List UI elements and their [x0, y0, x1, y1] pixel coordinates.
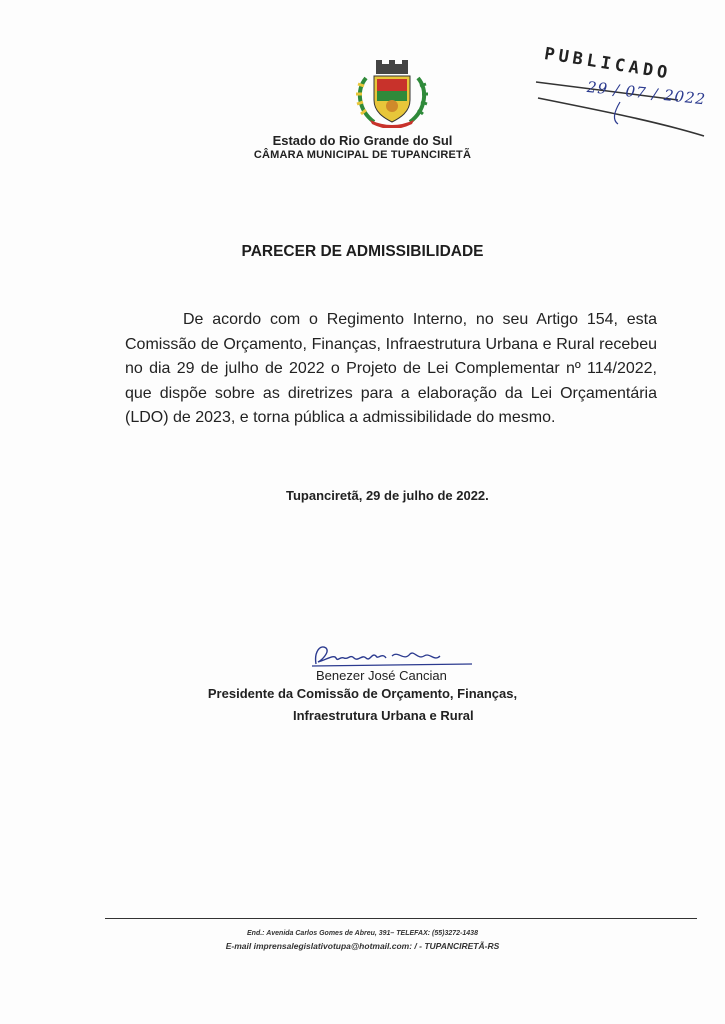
- footer-email: E-mail imprensalegislativotupa@hotmail.com: / - TUPANCIRETÃ-RS: [225, 941, 500, 951]
- header-organization: CÂMARA MUNICIPAL DE TUPANCIRETÃ: [253, 149, 472, 161]
- signer-name: Benezer José Cancian: [316, 668, 447, 683]
- document-body: De acordo com o Regimento Interno, no seu Artigo 154, esta Comissão de Orçamento, Finanças, Infraestrutura Urbana e Rural recebeu no dia 29 de julho de 2022 o Projeto de Lei Complementar nº 114/2022, que dispõe sobre as diretrizes para a elaboração da Lei Orçamentária (LDO) de 2023, e torna pública a admissibilidade do mesmo.: [125, 311, 657, 426]
- document-title: PARECER DE ADMISSIBILIDADE: [241, 243, 484, 260]
- footer-divider: [105, 918, 697, 919]
- stamp-published-label: PUBLICADO: [542, 44, 673, 84]
- signer-role-line2: Infraestrutura Urbana e Rural: [293, 708, 474, 723]
- publication-stamp: [528, 38, 718, 148]
- header-state: Estado do Rio Grande do Sul: [272, 133, 453, 148]
- document-date: Tupanciretã, 29 de julho de 2022.: [286, 488, 489, 503]
- stamp-date: 29 / 07 / 2022: [586, 78, 707, 109]
- coat-of-arms-icon: [352, 60, 432, 128]
- footer-address: End.: Avenida Carlos Gomes de Abreu, 391– TELEFAX: (55)3272-1438: [247, 930, 478, 937]
- signer-role-line1: Presidente da Comissão de Orçamento, Finanças,: [207, 686, 518, 701]
